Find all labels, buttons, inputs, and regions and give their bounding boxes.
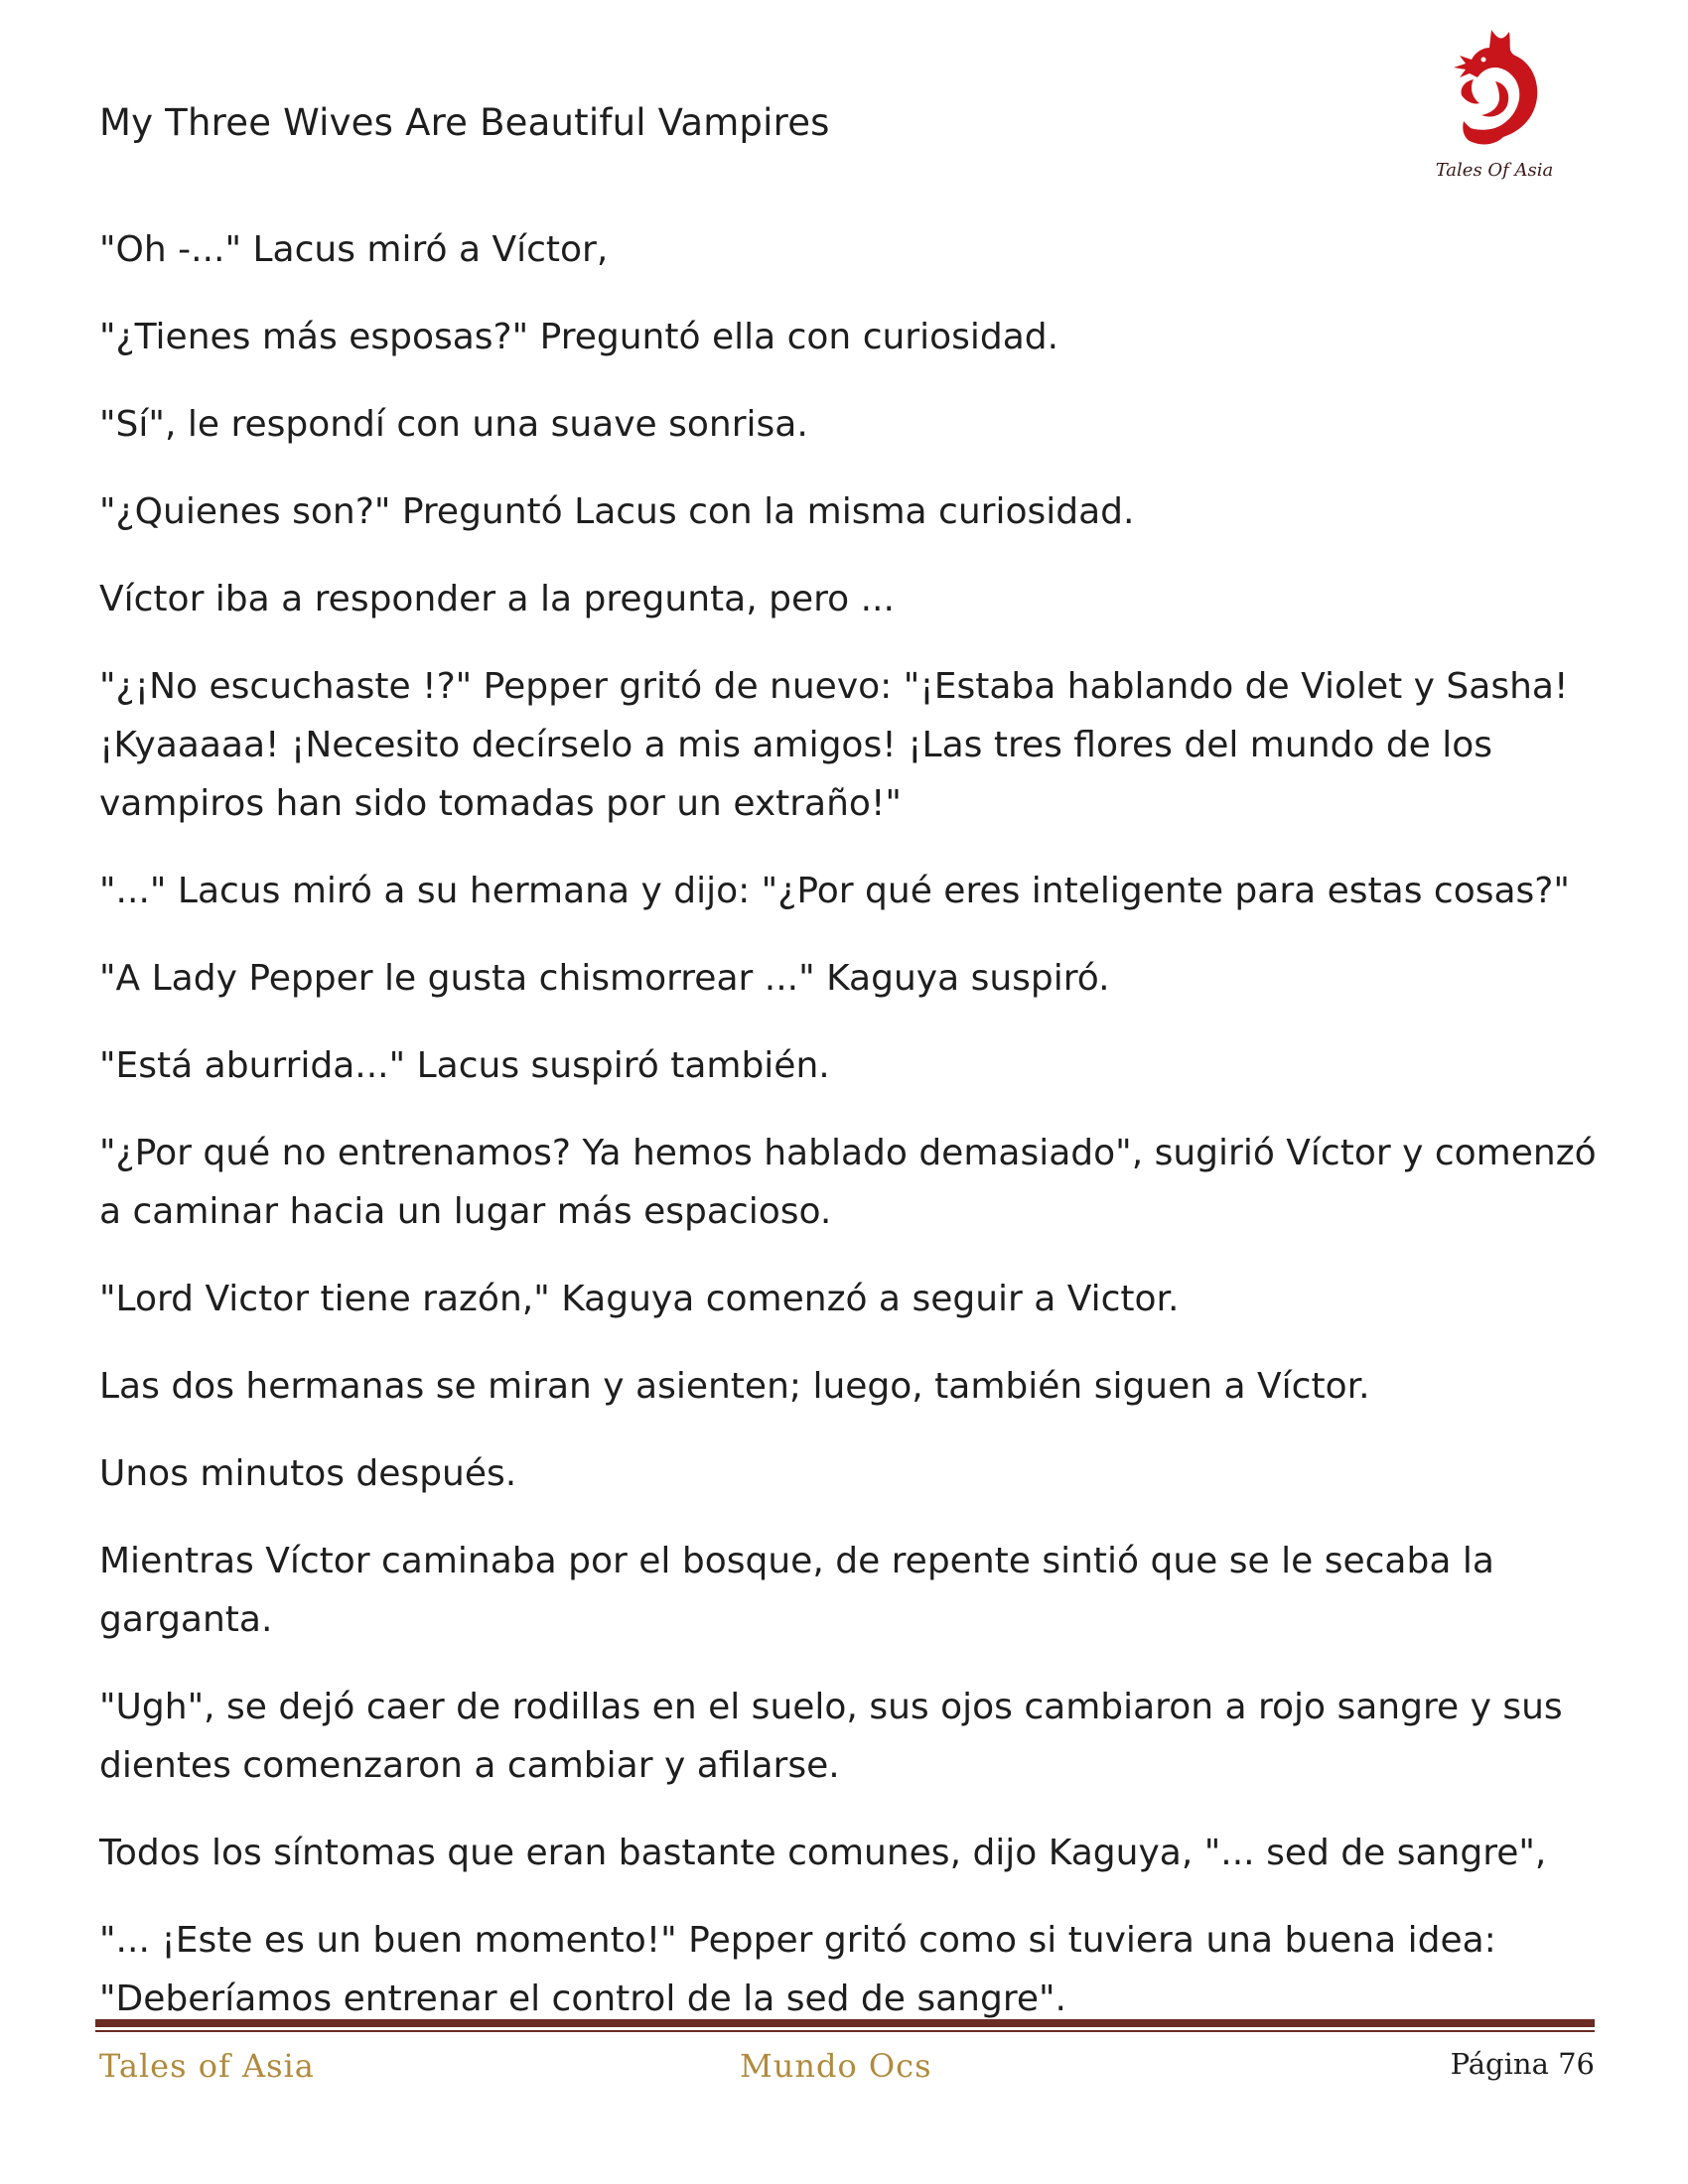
paragraph: Todos los síntomas que eran bastante comunes, dijo Kaguya, "... sed de sangre", — [99, 1833, 1547, 1873]
paragraph: "¿Por qué no entrenamos? Ya hemos hablado demasiado", sugirió Víctor y comenzó a caminar hacia un lugar más espacioso. — [99, 1133, 1597, 1232]
publisher-logo — [1430, 22, 1559, 181]
paragraph: Unos minutos después. — [99, 1453, 517, 1494]
paragraph: "Lord Victor tiene razón," Kaguya comenzó a seguir a Victor. — [99, 1279, 1180, 1319]
paragraph: "Está aburrida..." Lacus suspiró también. — [99, 1045, 830, 1086]
paragraph: "¿Quienes son?" Preguntó Lacus con la misma curiosidad. — [99, 491, 1135, 532]
paragraph: "... ¡Este es un buen momento!" Pepper gritó como si tuviera una buena idea: "Deberíamos entrenar el control de la sed de sangre". — [99, 1920, 1496, 2019]
paragraph: Mientras Víctor caminaba por el bosque, de repente sintió que se le secaba la garganta. — [99, 1541, 1494, 1640]
paragraph: "A Lady Pepper le gusta chismorrear ..." Kaguya suspiró. — [99, 958, 1110, 999]
logo-text: Tales Of Asia — [1435, 160, 1554, 181]
page-number: Página 76 — [1450, 2047, 1595, 2081]
paragraph: "..." Lacus miró a su hermana y dijo: "¿Por qué eres inteligente para estas cosas?" — [99, 871, 1570, 911]
book-title: My Three Wives Are Beautiful Vampires — [99, 101, 830, 144]
paragraph: "Ugh", se dejó caer de rodillas en el suelo, sus ojos cambiaron a rojo sangre y sus dientes comenzaron a cambiar y afilarse. — [99, 1687, 1563, 1786]
paragraph: "¿Tienes más esposas?" Preguntó ella con curiosidad. — [99, 317, 1059, 357]
paragraph: "¿¡No escuchaste !?" Pepper gritó de nuevo: "¡Estaba hablando de Violet y Sasha! ¡Kyaaaaa! ¡Necesito decírselo a mis amigos! ¡Las tres flores del mundo de los vampiros han sido tomadas por un extraño!" — [99, 666, 1569, 824]
footer-divider-thick — [95, 2019, 1595, 2027]
footer-publisher: Tales of Asia — [99, 2047, 315, 2085]
paragraph: Víctor iba a responder a la pregunta, pero ... — [99, 579, 895, 619]
paragraph: Las dos hermanas se miran y asienten; luego, también siguen a Víctor. — [99, 1366, 1370, 1407]
footer-divider-thin — [95, 2030, 1595, 2032]
paragraph: "Oh -..." Lacus miró a Víctor, — [99, 229, 609, 270]
footer-site: Mundo Ocs — [740, 2047, 932, 2085]
red-dragon-icon — [1430, 22, 1559, 161]
chapter-body — [99, 220, 1609, 2057]
footer-divider — [95, 2019, 1595, 2032]
paragraph: "Sí", le respondí con una suave sonrisa. — [99, 404, 808, 445]
